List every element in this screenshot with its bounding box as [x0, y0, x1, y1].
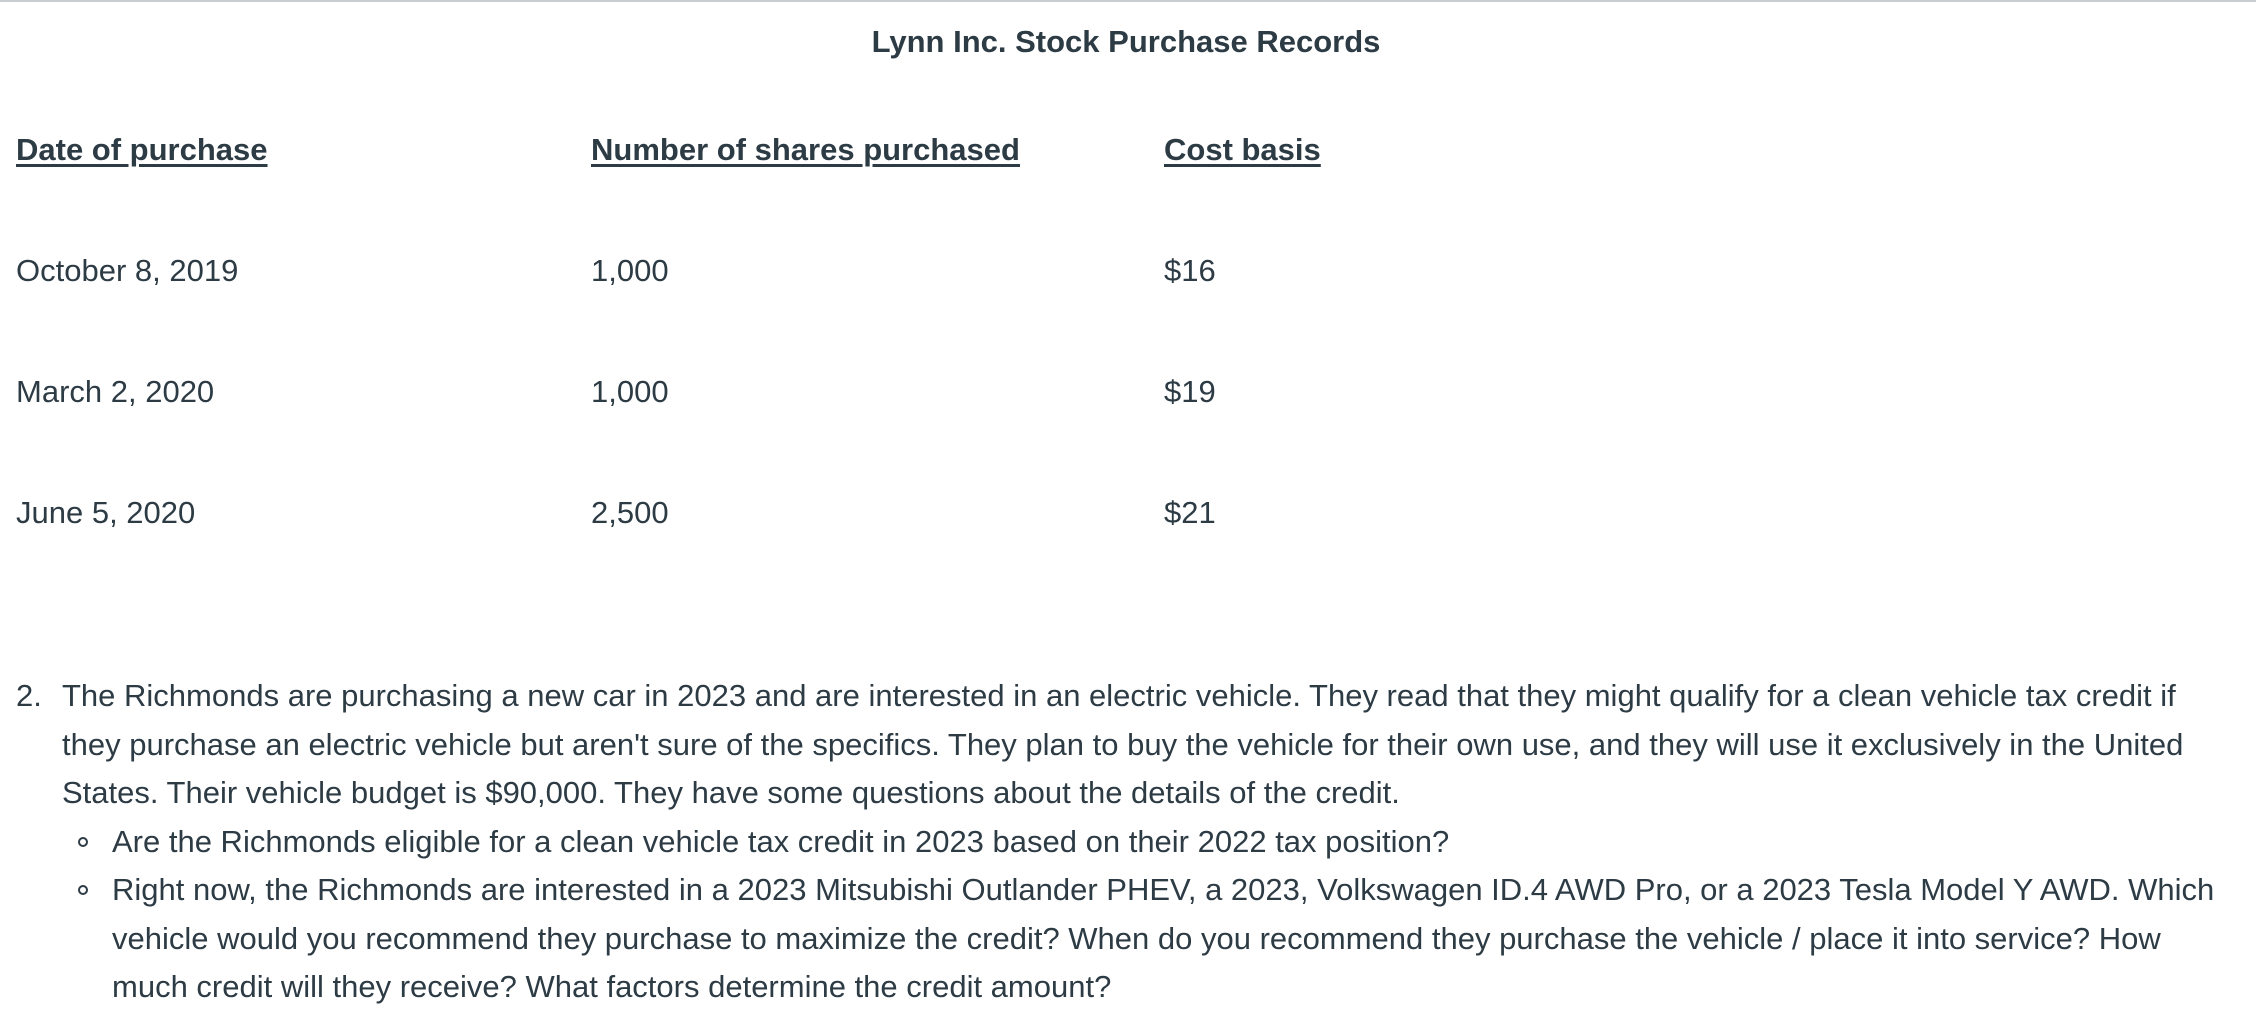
purchase-date: October 8, 2019 — [16, 253, 239, 288]
shares-purchased: 1,000 — [591, 374, 669, 409]
sub-question-text: Are the Richmonds eligible for a clean vehicle tax credit in 2023 based on their 2022 tax position? — [112, 823, 1450, 859]
shares-purchased: 2,500 — [591, 495, 669, 530]
cost-basis: $19 — [1164, 374, 1216, 409]
question-text: The Richmonds are purchasing a new car in 2023 and are interested in an electric vehicle. They read that they might qualify for a clean vehicle tax credit if they purchase an electric vehicle but aren't sure of the specifics. They plan to buy the vehicle for their own use, and they will use it exclusively in the United States. Their vehicle budget is $90,000. They have some questions about the details of the credit. — [62, 678, 2184, 810]
purchase-date: June 5, 2020 — [16, 495, 196, 530]
header-date-of-purchase: Date of purchase — [16, 132, 268, 167]
cost-basis: $16 — [1164, 253, 1216, 288]
list-item — [62, 866, 2236, 1012]
top-divider — [0, 0, 2256, 2]
hollow-circle-bullet-icon — [78, 837, 88, 847]
header-number-of-shares: Number of shares purchased — [591, 132, 1020, 167]
cost-basis: $21 — [1164, 495, 1216, 530]
table-row — [16, 372, 1616, 493]
shares-purchased: 1,000 — [591, 253, 669, 288]
question-2 — [16, 672, 2236, 1012]
table-row — [16, 493, 1616, 614]
hollow-circle-bullet-icon — [78, 885, 88, 895]
sub-question-text: Right now, the Richmonds are interested in a 2023 Mitsubishi Outlander PHEV, a 2023, Volkswagen ID.4 AWD Pro, or a 2023 Tesla Model Y AWD. Which vehicle would you recommend they purchase to maximize the credit? When do you recommend they purchase the vehicle / place it into service? How much credit will they receive? What factors determine the credit amount? — [112, 872, 2215, 1004]
page-title: Lynn Inc. Stock Purchase Records — [871, 24, 1381, 59]
header-cost-basis: Cost basis — [1164, 132, 1321, 167]
table-row — [16, 251, 1616, 372]
table-header-row — [16, 130, 1616, 251]
stock-purchase-table — [16, 130, 1616, 614]
question-number: 2. — [16, 678, 42, 713]
list-item — [62, 818, 2236, 867]
sub-question-list — [62, 818, 2236, 1012]
purchase-date: March 2, 2020 — [16, 374, 215, 409]
